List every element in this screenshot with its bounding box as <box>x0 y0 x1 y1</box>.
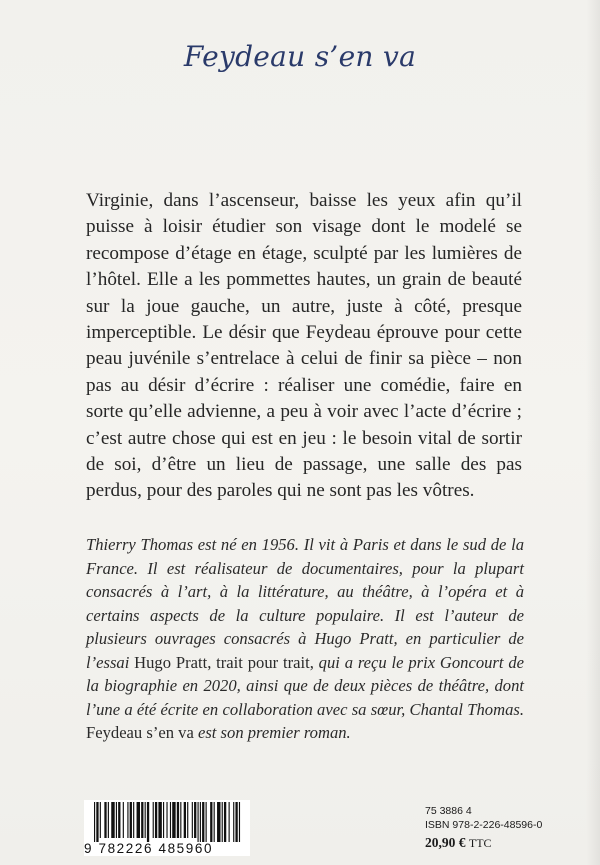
barcode-bar <box>192 802 193 838</box>
barcode-bar <box>177 802 179 838</box>
barcode-bar <box>163 802 164 838</box>
bio-book-title: Hugo Pratt, trait pour trait, <box>134 652 314 672</box>
price-amount: 20,90 € <box>425 835 466 850</box>
barcode-bar <box>184 802 186 838</box>
barcode-digits: 9 782226 485960 <box>84 841 214 856</box>
barcode-bar <box>153 802 154 838</box>
barcode-bar <box>133 802 134 838</box>
barcode-bar <box>130 802 132 838</box>
publication-info <box>425 805 542 852</box>
barcode-bar <box>170 802 171 838</box>
barcode-bar <box>229 802 230 842</box>
barcode-bar <box>210 802 212 842</box>
bio-text-1: Thierry Thomas est né en 1956. Il vit à Paris et dans le sud de la France. Il est réalisateur de documentaires, pour la plupart consacrés à l’art, à la littérature, au théâtre, à l’opéra et à certains aspects de la culture populaire. Il est l’auteur de plusieurs ouvrages consacrés à Hugo Pratt, en particulier de l’essai <box>86 535 524 672</box>
barcode-bars <box>84 800 250 842</box>
barcode-bar <box>172 802 175 838</box>
price-suffix: TTC <box>468 836 492 850</box>
barcode-bar <box>194 802 196 838</box>
bio-text-2: qui a reçu le prix Goncourt de la biographie en 2020, ainsi que de deux pièces de théâtre, dont l’une a été écrite en collaboration avec sa sœur, Chantal Thomas. <box>86 652 524 719</box>
barcode-bar <box>147 802 149 842</box>
barcode-bar <box>206 802 207 842</box>
barcode-bar <box>155 802 157 838</box>
barcode-bar <box>217 802 220 842</box>
barcode-bar <box>100 802 101 838</box>
barcode-bar <box>145 802 146 838</box>
barcode-bar <box>141 802 143 838</box>
barcode-bar <box>187 802 188 838</box>
barcode-bar <box>158 802 161 838</box>
barcode-bar <box>233 802 234 842</box>
barcode-bar <box>180 802 181 838</box>
barcode-bar <box>198 802 199 842</box>
barcode-bar <box>96 802 98 842</box>
barcode-bar <box>239 802 240 842</box>
isbn-barcode <box>84 800 250 856</box>
author-bio <box>86 533 524 745</box>
bio-novel-title: Feydeau s’en va <box>86 723 194 742</box>
blurb-paragraph: Virginie, dans l’ascenseur, baisse les yeux afin qu’il puisse à loisir étudier son visage dont le modelé se recompose d’étage en étage, sculpté par les lumières de l’hôtel. Elle a les pommettes hautes, un grain de beauté sur la joue gauche, un autre, juste à côté, presque imperceptible. Le désir que Feydeau éprouve pour cette peau juvénile s’entrelace à celui de finir sa pièce – non pas au désir d’écrire : réaliser une comédie, faire en sorte qu’elle advienne, a peu à voir avec l’acte d’écrire ; c’est autre chose qui est en jeu : le besoin vital de sortir de soi, d’être un lieu de passage, une salle des pas perdus, pour des paroles qui ne sont pas les vôtres. <box>86 190 522 502</box>
publisher-code: 75 3886 4 <box>425 805 472 817</box>
book-title: Feydeau s’en va <box>183 40 417 73</box>
barcode-bar <box>118 802 120 838</box>
isbn-number: ISBN 978-2-226-48596-0 <box>425 819 543 831</box>
barcode-bar <box>166 802 167 838</box>
barcode-bar <box>123 802 124 838</box>
barcode-bar <box>108 802 109 838</box>
barcode-bar <box>127 802 128 838</box>
barcode-bar <box>111 802 114 838</box>
barcode-bar <box>222 802 223 842</box>
barcode-bar <box>202 802 204 842</box>
barcode-bar <box>235 802 237 842</box>
barcode-bar <box>116 802 117 838</box>
barcode-bar <box>224 802 226 842</box>
bio-text-3: est son premier roman. <box>193 723 351 742</box>
barcode-bar <box>104 802 106 838</box>
price <box>425 834 542 852</box>
barcode-bar <box>214 802 215 842</box>
barcode-bar <box>94 802 95 842</box>
barcode-bar <box>200 802 201 842</box>
page-edge-shadow <box>586 0 600 865</box>
barcode-bar <box>137 802 140 838</box>
